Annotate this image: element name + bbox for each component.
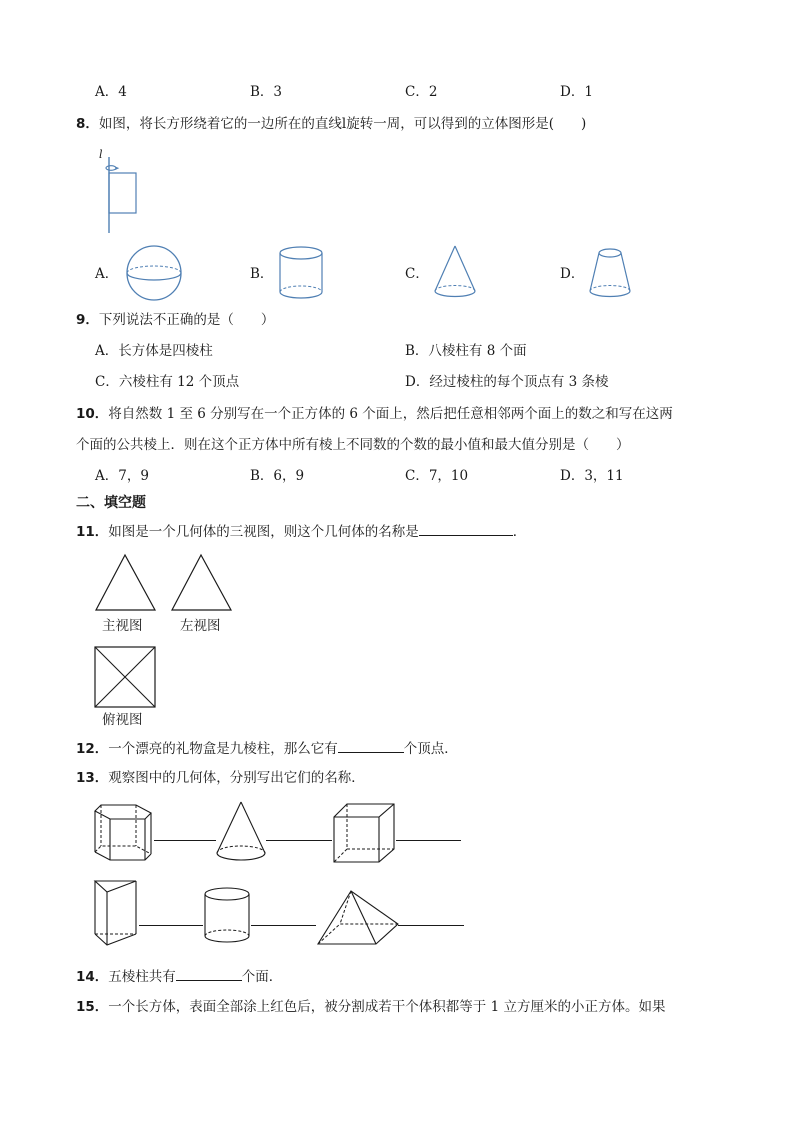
q10-option-a[interactable]: A．7，9 [95, 468, 149, 484]
q14-text: 五棱柱共有 [108, 969, 176, 985]
q9-option-d[interactable]: D．经过棱柱的每个顶点有 3 条棱 [405, 374, 609, 390]
q13-answer-line-6[interactable] [398, 925, 464, 926]
q12-question [76, 738, 458, 758]
q10-question-line2: 个面的公共棱上．则在这个正方体中所有棱上不同数的个数的最小值和最大值分别是（ ） [76, 437, 630, 453]
q10-question-line1 [76, 405, 673, 423]
q8-number: 8． [76, 116, 99, 132]
section-title-fill-in: 二、填空题 [76, 495, 146, 511]
triangular-prism-icon [93, 878, 141, 950]
q13-number: 13． [76, 770, 109, 786]
q11-number: 11． [76, 524, 109, 540]
q8-question [76, 115, 586, 133]
q9-question [76, 311, 274, 329]
q7-option-d[interactable]: D．1 [560, 84, 593, 100]
q12-answer-blank[interactable] [338, 738, 404, 753]
q11-side-view-caption: 左视图 [180, 618, 221, 634]
cylinder-shape-icon [202, 886, 252, 946]
q15-question [76, 998, 665, 1016]
q11-front-view-triangle [94, 553, 158, 613]
q8-axis-label: l [99, 148, 103, 161]
q8-rectangle-rotation-figure [95, 145, 155, 240]
cylinder-icon[interactable] [278, 245, 324, 301]
q15-text: 一个长方体，表面全部涂上红色后，被分割成若干个体积都等于 1 立方厘米的小正方体。如果 [108, 999, 666, 1015]
q11-text-end: ． [512, 524, 527, 540]
q11-answer-blank[interactable] [419, 521, 513, 536]
q10-option-c[interactable]: C．7，10 [405, 468, 469, 484]
q8-text: 如图，将长方形绕着它的一边所在的直线l旋转一周，可以得到的立体图形是( ) [98, 116, 587, 132]
q11-question [76, 521, 526, 541]
q8-option-b-label[interactable]: B． [250, 266, 274, 282]
q7-option-a[interactable]: A．4 [95, 84, 127, 100]
frustum-icon[interactable] [588, 246, 632, 300]
q9-text: 下列说法不正确的是（ ） [98, 312, 275, 328]
q10-text-line1: 将自然数 1 至 6 分别写在一个正方体的 6 个面上，然后把任意相邻两个面上的数之和写在这两 [108, 406, 673, 422]
q12-text: 一个漂亮的礼物盒是九棱柱，那么它有 [108, 741, 338, 757]
q9-option-a[interactable]: A．长方体是四棱柱 [95, 343, 213, 359]
q9-option-c[interactable]: C．六棱柱有 12 个顶点 [95, 374, 240, 390]
q9-option-b[interactable]: B．八棱柱有 8 个面 [405, 343, 527, 359]
q13-answer-line-1[interactable] [154, 840, 216, 841]
q7-option-b[interactable]: B．3 [250, 84, 283, 100]
hexagonal-prism-icon [93, 802, 155, 866]
q13-text: 观察图中的几何体，分别写出它们的名称． [108, 770, 365, 786]
q11-text: 如图是一个几何体的三视图，则这个几何体的名称是 [108, 524, 419, 540]
q15-number: 15． [76, 999, 109, 1015]
q12-text-end: 个顶点． [403, 741, 458, 757]
q14-answer-blank[interactable] [176, 966, 242, 981]
q10-number: 10． [76, 406, 109, 422]
q8-option-a-label[interactable]: A． [95, 266, 119, 282]
cone-icon[interactable] [433, 244, 477, 300]
q10-option-d[interactable]: D．3，11 [560, 468, 624, 484]
q7-option-c[interactable]: C．2 [405, 84, 438, 100]
cube-icon [332, 802, 396, 866]
q11-front-view-caption: 主视图 [102, 618, 143, 634]
quadrangular-pyramid-icon [316, 888, 400, 948]
q9-number: 9． [76, 312, 99, 328]
q14-text-end: 个面． [241, 969, 283, 985]
q10-option-b[interactable]: B．6，9 [250, 468, 305, 484]
q13-answer-line-5[interactable] [251, 925, 316, 926]
q13-answer-line-3[interactable] [396, 840, 461, 841]
q11-top-view-square [94, 646, 156, 708]
q12-number: 12． [76, 741, 109, 757]
q11-side-view-triangle [170, 553, 234, 613]
sphere-icon[interactable] [125, 244, 183, 302]
q13-answer-line-4[interactable] [139, 925, 203, 926]
q11-top-view-caption: 俯视图 [102, 712, 143, 728]
q8-option-c-label[interactable]: C． [405, 266, 429, 282]
q14-question [76, 966, 282, 986]
q14-number: 14． [76, 969, 109, 985]
q8-option-d-label[interactable]: D． [560, 266, 585, 282]
cone-shape-icon [214, 800, 268, 866]
q13-question [76, 769, 365, 787]
q13-answer-line-2[interactable] [266, 840, 332, 841]
